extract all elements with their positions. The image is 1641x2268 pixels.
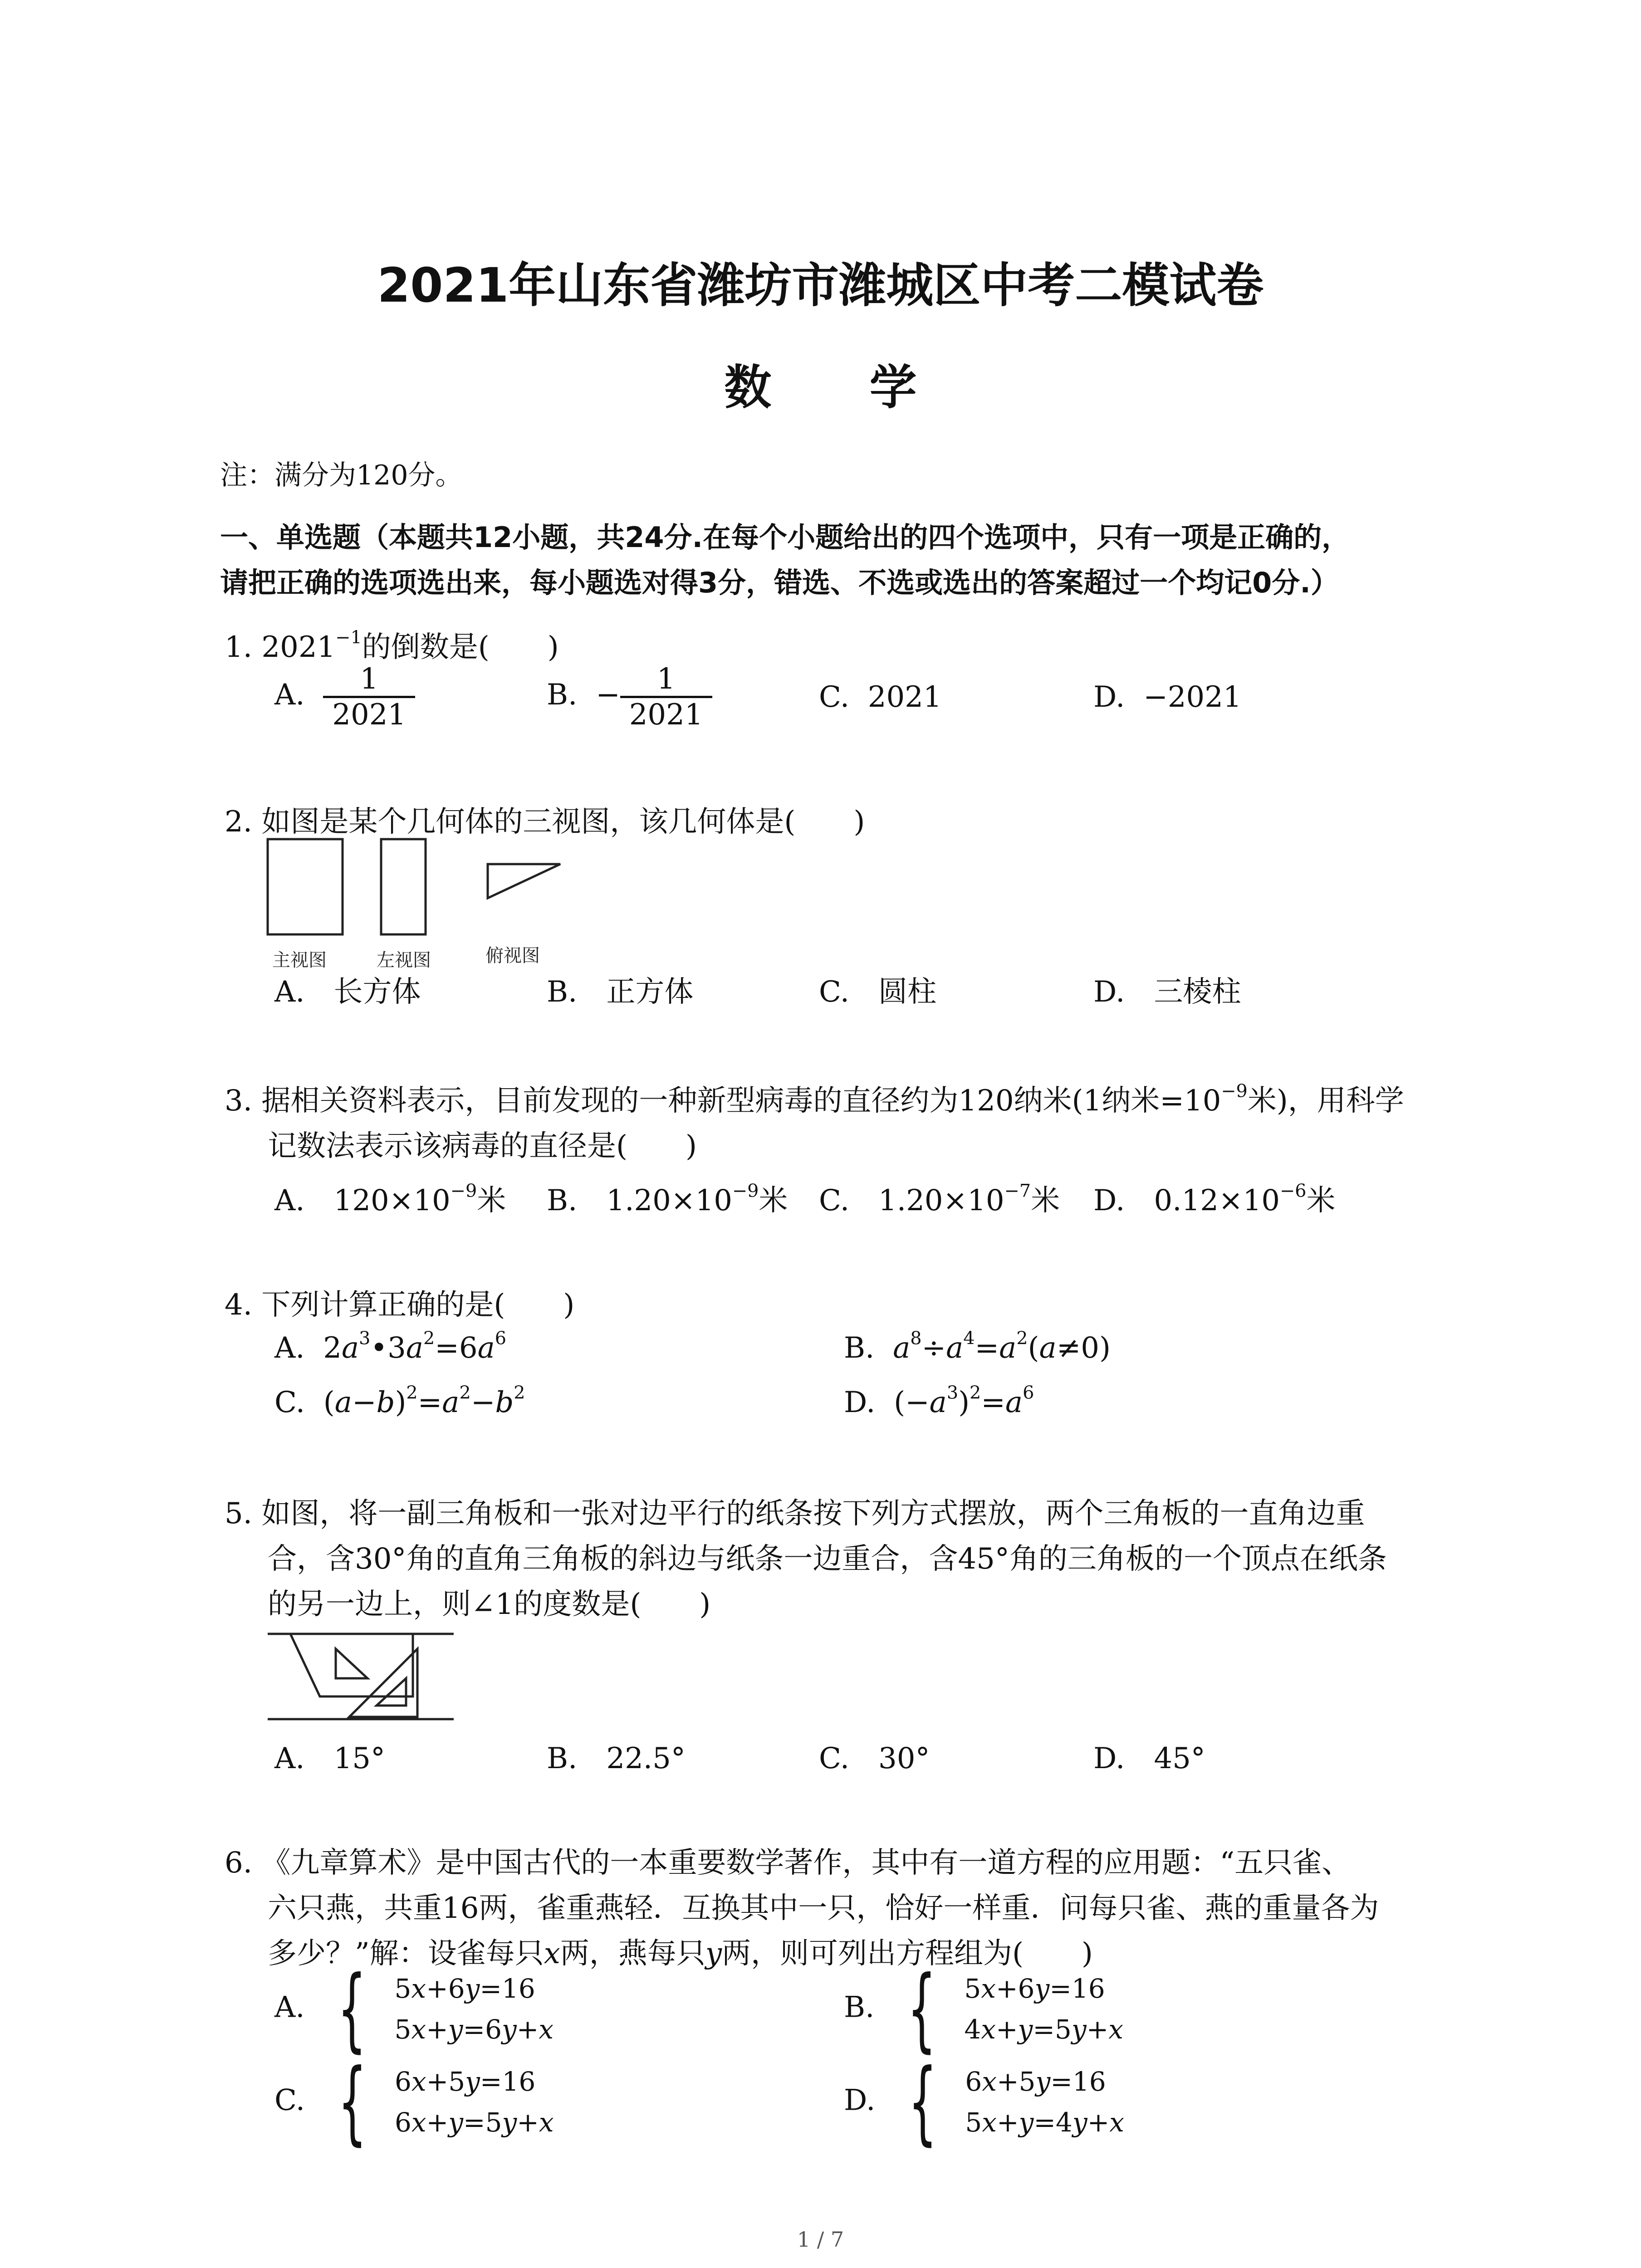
q3-option-c[interactable]: C. $1.20\times 10^{-7}$米 [819,1180,1060,1217]
q4-option-c[interactable]: C. $(a-b)^2=a^2-b^2$ [274,1382,525,1419]
section-instructions-line2: 请把正确的选项选出来，每小题选对得3分，错选、不选或选出的答案超过一个均记0分.） [220,566,1339,599]
q6-option-d[interactable]: D. { 6x+5y=16 5x+y=4y+x [844,2049,1124,2155]
three-views-figure [263,835,590,975]
q1-option-d[interactable]: D. −2021 [1093,680,1242,714]
q4-option-b[interactable]: B. $a^8\div a^4=a^2(a\ne 0)$ [844,1328,1111,1365]
question-5-line2: 合，含30°角的直角三角板的斜边与纸条一边重合，含45°角的三角板的一个顶点在纸条 [268,1542,1387,1576]
q6-option-b[interactable]: B. { 5x+6y=16 4x+y=5y+x [844,1956,1123,2062]
q2-option-d[interactable]: D. 三棱柱 [1093,975,1241,1009]
score-note: 注：满分为120分。 [220,459,463,491]
question-5-line3: 的另一边上，则∠1的度数是( ) [268,1588,711,1621]
question-3-line2: 记数法表示该病毒的直径是( ) [268,1129,697,1163]
q1-option-c[interactable]: C. 2021 [819,680,942,714]
question-6-line1: 6. 《九章算术》是中国古代的一本重要数学著作，其中有一道方程的应用题：“五只雀、 [225,1846,1351,1880]
q6-option-a[interactable]: A. { 5x+6y=16 5x+y=6y+x [274,1956,554,2062]
question-4: 4. 下列计算正确的是( ) [225,1288,575,1322]
q3-option-a[interactable]: A. $120\times 10^{-9}$米 [274,1180,506,1217]
q2-option-b[interactable]: B. 正方体 [547,975,694,1009]
question-2: 2. 如图是某个几何体的三视图，该几何体是( ) [225,805,865,839]
question-5-line1: 5. 如图，将一副三角板和一张对边平行的纸条按下列方式摆放，两个三角板的一直角边重 [225,1497,1365,1530]
q5-option-c[interactable]: C. 30° [819,1742,930,1775]
page-number: 1 / 7 [797,2227,844,2252]
q1-option-b[interactable]: B. − $\frac{1}{2021}$ [547,662,712,732]
front-view-label: 主视图 [272,950,327,971]
triangle-ruler-figure [268,1628,458,1726]
q2-option-a[interactable]: A. 长方体 [274,975,421,1009]
q1-option-a[interactable]: A. $\frac{1}{2021}$ [274,662,415,732]
question-1: 1. $2021^{-1}$的倒数是( ) [225,627,559,664]
question-6-line3: 多少？”解：设雀每只x两，燕每只y两，则可列出方程组为( ) [268,1937,1093,1970]
subject-title: 数 学 [724,360,958,415]
side-view-label: 左视图 [377,950,431,971]
question-3-line1: 3. 据相关资料表示，目前发现的一种新型病毒的直径约为120纳米(1纳米$=10^{-9}$米)，用科学 [225,1080,1404,1118]
q5-option-a[interactable]: A. 15° [274,1742,385,1775]
section-instructions-line1: 一、单选题（本题共12小题，共24分.在每个小题给出的四个选项中，只有一项是正确的， [220,521,1350,554]
q2-option-c[interactable]: C. 圆柱 [819,975,937,1009]
q5-option-d[interactable]: D. 45° [1093,1742,1205,1775]
q5-option-b[interactable]: B. 22.5° [547,1742,686,1775]
q4-option-d[interactable]: D. $(-a^3)^2=a^6$ [844,1382,1034,1419]
q3-option-b[interactable]: B. $1.20\times 10^{-9}$米 [547,1180,788,1217]
question-6-line2: 六只燕，共重16两，雀重燕轻．互换其中一只，恰好一样重．问每只雀、燕的重量各为 [268,1892,1379,1925]
q6-option-c[interactable]: C. { 6x+5y=16 6x+y=5y+x [274,2049,554,2155]
q4-option-a[interactable]: A. $2a^3•3a^2=6a^6$ [274,1328,506,1365]
q3-option-d[interactable]: D. $0.12\times 10^{-6}$米 [1093,1180,1336,1217]
top-view-label: 俯视图 [485,945,540,966]
exam-title: 2021年山东省潍坊市潍城区中考二模试卷 [377,258,1264,313]
